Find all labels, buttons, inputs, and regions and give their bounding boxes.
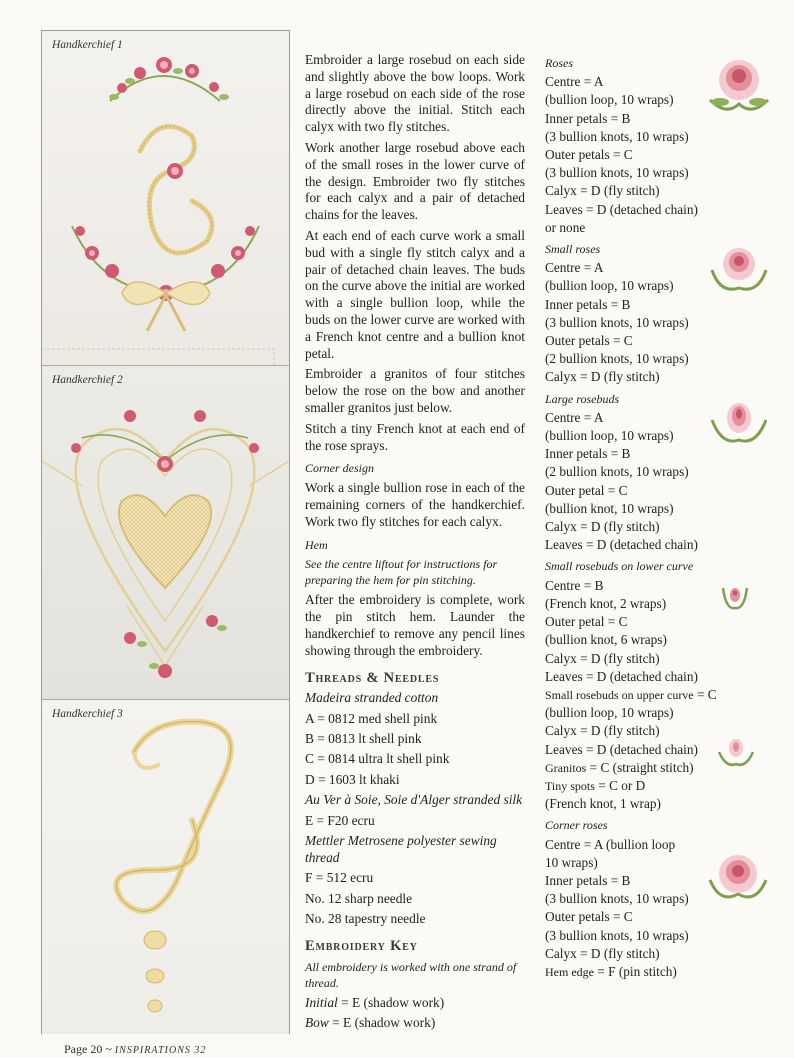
footer-separator: ~ [105, 1042, 112, 1056]
handkerchief-1-label: Handkerchief 1 [52, 39, 123, 51]
paragraph: After the embroidery is complete, work the pin stitch hem. Launder the handkerchief to remove any pencil lines showing through the embroidery. [305, 592, 525, 658]
key-line: Outer petal = C [545, 482, 628, 498]
thread-item: D = 1603 lt khaki [305, 771, 400, 787]
key-line: Outer petals = C [545, 333, 633, 349]
corner-rose-thumbnail [706, 850, 770, 906]
key-line: (bullion knot, 6 wraps) [545, 632, 667, 648]
key-line: (3 bullion knots, 10 wraps) [545, 314, 689, 330]
hem-heading: Hem [305, 537, 328, 552]
tiny-spots-line: Tiny spots = C or D [545, 777, 646, 793]
paragraph: Work a single bullion rose in each of the remaining corners of the handkerchief. Work two fly stitches for each calyx. [305, 480, 525, 529]
handkerchief-3-label: Handkerchief 3 [52, 708, 123, 720]
lower-curve-heading: Small rosebuds on lower curve [545, 559, 694, 574]
key-line: (French knot, 1 wrap) [545, 796, 661, 812]
upper-curve-heading: Small rosebuds on upper curve = C [545, 686, 717, 702]
upper-curve-rosebud-thumbnail [716, 734, 756, 770]
small-rose-thumbnail [708, 244, 770, 298]
key-line: Calyx = D (fly stitch) [545, 723, 660, 739]
corner-roses-heading: Corner roses [545, 818, 608, 833]
key-line: or none [545, 219, 586, 235]
paragraph: At each end of each curve work a small bud with a single fly stitch calyx and a pair of detached chain leaves. The buds on the curve above the initial are worked with a single bullion loop, while the buds on the lower curve are worked with a French knot centre and a bullion knot petal. [305, 227, 525, 361]
key-line: Calyx = D (fly stitch) [545, 369, 660, 385]
key-line: (bullion loop, 10 wraps) [545, 278, 674, 294]
thread-item: C = 0814 ultra lt shell pink [305, 751, 450, 767]
key-line: Outer petals = C [545, 147, 633, 163]
small-roses-heading: Small roses [545, 242, 601, 257]
key-line: Calyx = D (fly stitch) [545, 519, 660, 535]
key-line: (bullion loop, 10 wraps) [545, 428, 674, 444]
paragraph: Embroider a granitos of four stitches below the rose on the bow and another smaller granitos just below. [305, 366, 525, 415]
thread-brand: Au Ver à Soie, Soie d'Alger stranded silk [305, 792, 523, 808]
hem-edge-line: Hem edge = F (pin stitch) [545, 963, 677, 979]
key-line: Leaves = D (detached chain) [545, 537, 698, 553]
corner-design-heading: Corner design [305, 461, 374, 476]
thread-item: F = 512 ecru [305, 870, 374, 886]
key-line: Centre = A [545, 260, 604, 276]
needle-item: No. 12 sharp needle [305, 890, 413, 906]
key-bow: Bow = E (shadow work) [305, 1014, 436, 1030]
handkerchief-1-embroidery-image [42, 31, 289, 365]
page-footer [64, 1042, 206, 1057]
handkerchief-1-photo [42, 31, 289, 365]
embroidery-key-heading: Embroidery Key [305, 937, 418, 954]
key-line: Calyx = D (fly stitch) [545, 650, 660, 666]
key-line: (bullion loop, 10 wraps) [545, 705, 674, 721]
key-line: 10 wraps) [545, 854, 598, 870]
key-line: Outer petals = C [545, 909, 633, 925]
handkerchief-3-photo [42, 699, 289, 1034]
thread-item: E = F20 ecru [305, 812, 375, 828]
magazine-title: INSPIRATIONS 32 [114, 1045, 207, 1056]
key-line: (2 bullion knots, 10 wraps) [545, 464, 689, 480]
key-line: Calyx = D (fly stitch) [545, 945, 660, 961]
photo-column [41, 30, 290, 1034]
rose-thumbnail [706, 56, 772, 116]
key-initial: Initial = E (shadow work) [305, 994, 445, 1010]
paragraph: Embroider a large rosebud on each side and slightly above the bow loops. Work a large rosebud on each side of the rose directly above the initial. Stitch each calyx with two fly stitches. [305, 52, 525, 135]
page-number: Page 20 [64, 1042, 103, 1056]
key-line: Leaves = D (detached chain) [545, 201, 698, 217]
key-line: Inner petals = B [545, 110, 631, 126]
key-line: Centre = A [545, 74, 604, 90]
key-line: (3 bullion knots, 10 wraps) [545, 128, 689, 144]
key-line: (bullion loop, 10 wraps) [545, 92, 674, 108]
handkerchief-3-embroidery-image [42, 700, 289, 1034]
paragraph: Stitch a tiny French knot at each end of the rose sprays. [305, 420, 525, 453]
key-line: (2 bullion knots, 10 wraps) [545, 351, 689, 367]
thread-brand: Mettler Metrosene polyester sewing thread [305, 833, 497, 865]
key-line: Calyx = D (fly stitch) [545, 183, 660, 199]
thread-brand: Madeira stranded cotton [305, 690, 439, 706]
thread-item: B = 0813 lt shell pink [305, 731, 422, 747]
paragraph: Work another large rosebud above each of the small roses in the lower curve of the design. Embroider two fly stitches for each calyx and a pair of detached chains for the leaves. [305, 139, 525, 223]
key-line: (bullion knot, 10 wraps) [545, 500, 674, 516]
key-line: Inner petals = B [545, 446, 631, 462]
hem-note: See the centre liftout for instructions for preparing the hem for pin stitching. [305, 557, 498, 588]
handkerchief-2-label: Handkerchief 2 [52, 374, 123, 386]
key-line: Centre = A (bullion loop [545, 836, 676, 852]
large-rosebud-thumbnail [708, 398, 770, 450]
instructions-column [305, 52, 525, 1035]
thread-item: A = 0812 med shell pink [305, 710, 438, 726]
key-line: (3 bullion knots, 10 wraps) [545, 891, 689, 907]
large-rosebuds-heading: Large rosebuds [545, 391, 620, 406]
key-line: Centre = B [545, 577, 604, 593]
key-line: Outer petal = C [545, 614, 628, 630]
stitch-key-column [545, 54, 785, 981]
handkerchief-2-embroidery-image [42, 366, 289, 700]
key-line: Centre = A [545, 409, 604, 425]
key-note: All embroidery is worked with one strand of thread. [305, 959, 517, 990]
key-line: (3 bullion knots, 10 wraps) [545, 927, 689, 943]
handkerchief-2-photo [42, 365, 289, 700]
key-line: Inner petals = B [545, 872, 631, 888]
key-line: (3 bullion knots, 10 wraps) [545, 165, 689, 181]
key-line: (French knot, 2 wraps) [545, 595, 667, 611]
lower-curve-rosebud-thumbnail [720, 580, 750, 614]
key-line: Leaves = D (detached chain) [545, 741, 698, 757]
key-line: Leaves = D (detached chain) [545, 668, 698, 684]
needle-item: No. 28 tapestry needle [305, 911, 426, 926]
granitos-line: Granitos = C (straight stitch) [545, 759, 694, 775]
threads-needles-heading: Threads & Needles [305, 669, 440, 686]
key-line: Inner petals = B [545, 296, 631, 312]
roses-heading: Roses [545, 56, 573, 70]
